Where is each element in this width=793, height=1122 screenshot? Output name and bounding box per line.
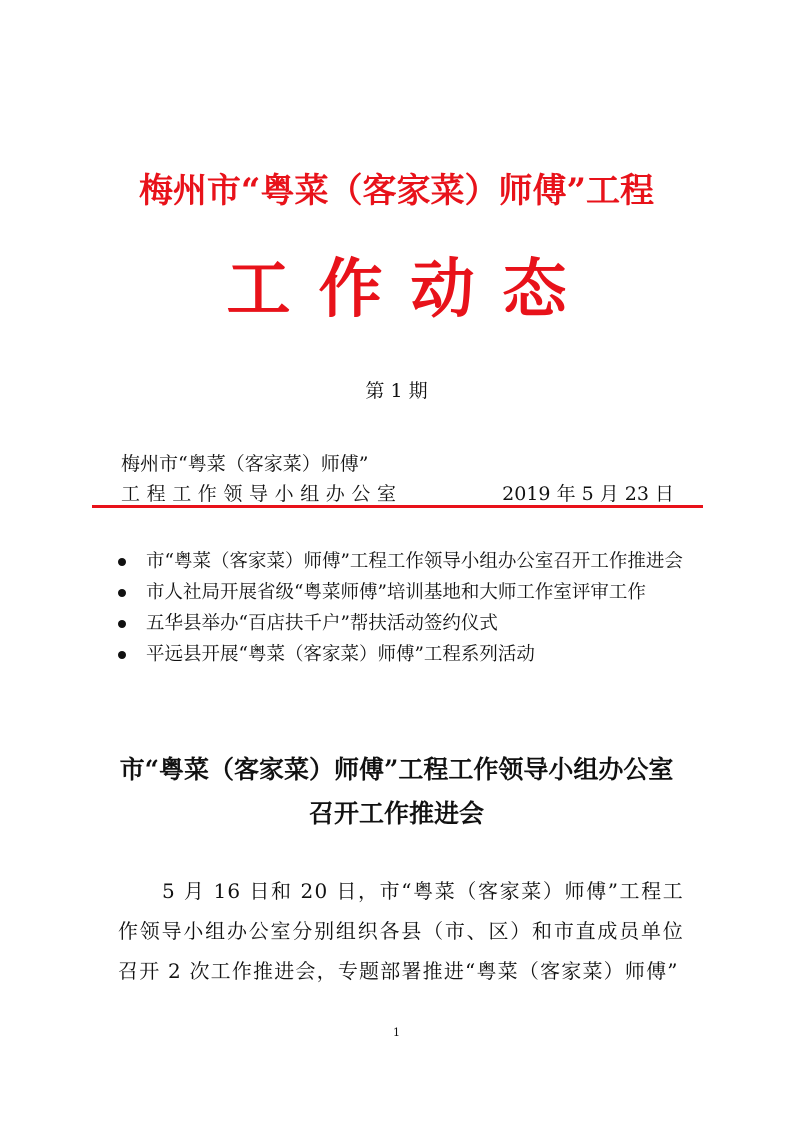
contents-item (110, 608, 710, 639)
article-title: 市“粤菜（客家菜）师傅”工程工作领导小组办公室 (119, 755, 674, 784)
issuer-name: 梅州市“粤菜（客家菜）师傅” (121, 453, 369, 475)
contents-item (110, 577, 710, 608)
article-title-continued: 召开工作推进会 (308, 799, 484, 828)
issue-number: 第 1 期 (365, 380, 428, 402)
issue-date: 2019 年 5 月 23 日 (502, 483, 674, 505)
bullet-icon (118, 620, 126, 628)
contents-list (110, 546, 710, 670)
contents-item-text: 五华县举办“百店扶千户”帮扶活动签约仪式 (146, 613, 498, 634)
bullet-icon (118, 651, 126, 659)
page-number: 1 (393, 1026, 400, 1039)
contents-item-text: 市“粤菜（客家菜）师傅”工程工作领导小组办公室召开工作推进会 (146, 551, 683, 572)
article-paragraph: 5 月 16 日和 20 日，市“粤菜（客家菜）师傅”工程工作领导小组办公室分别组织各县（市、区）和市直成员单位召开 2 次工作推进会，专题部署推进“粤菜（客家菜）师傅” (118, 879, 684, 983)
masthead-subtitle: 工作动态 (226, 252, 595, 327)
issuer-office: 工程工作领导小组办公室 (121, 483, 403, 505)
bullet-icon (118, 589, 126, 597)
red-divider (92, 505, 703, 508)
contents-item (110, 546, 710, 577)
bullet-icon (118, 558, 126, 566)
masthead-title: 梅州市“粤菜（客家菜）师傅”工程 (138, 171, 655, 211)
contents-item (110, 639, 710, 670)
contents-item-text: 平远县开展“粤菜（客家菜）师傅”工程系列活动 (146, 644, 535, 665)
contents-item-text: 市人社局开展省级“粤菜师傅”培训基地和大师工作室评审工作 (146, 582, 646, 603)
